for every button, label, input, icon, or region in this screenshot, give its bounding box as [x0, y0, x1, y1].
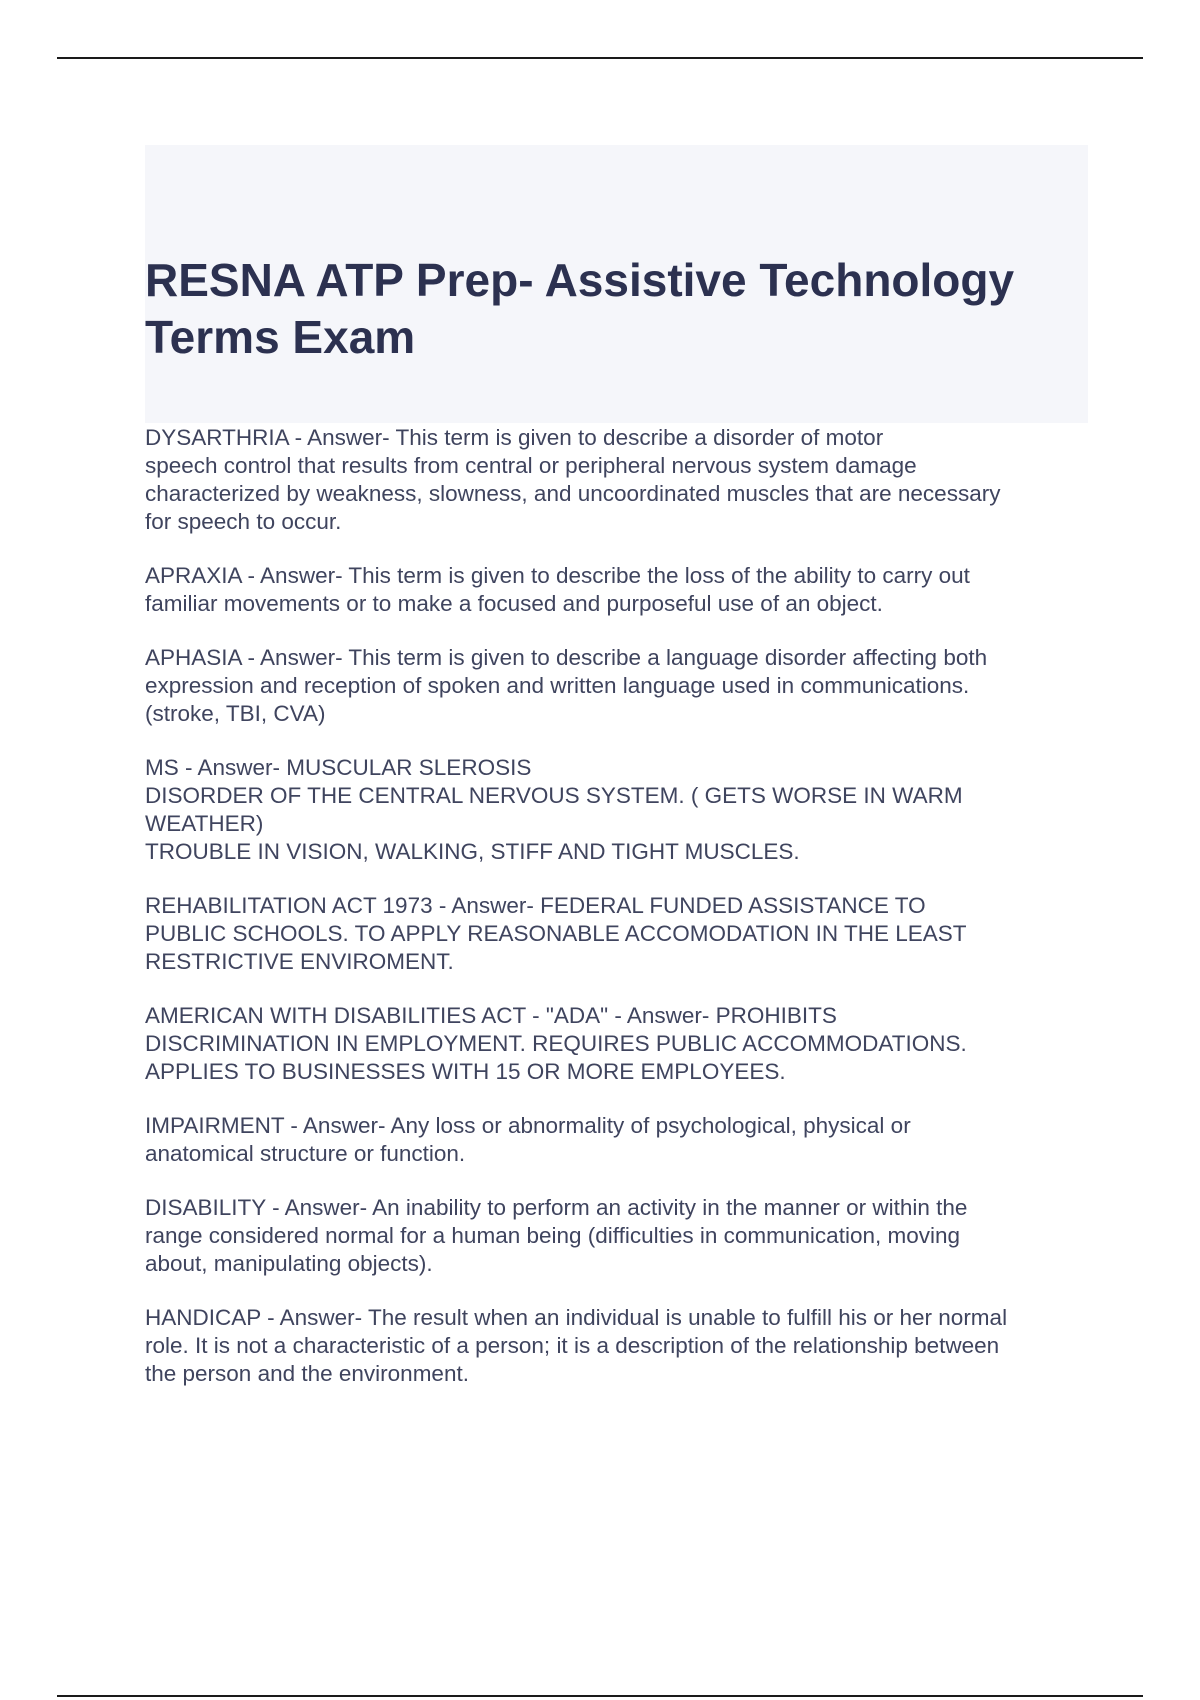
term-entry-ada: AMERICAN WITH DISABILITIES ACT - "ADA" - Answer- PROHIBITS DISCRIMINATION IN EMPLOYMENT. REQUIRES PUBLIC ACCOMMODATIONS. APPLIES TO BUSINESSES WITH 15 OR MORE EMPLOYEES. — [145, 1003, 967, 1084]
term-entry-ms: MS - Answer- MUSCULAR SLEROSIS DISORDER OF THE CENTRAL NERVOUS SYSTEM. ( GETS WORSE IN WARM WEATHER) TROUBLE IN VISION, WALKING, STIFF AND TIGHT MUSCLES. — [145, 755, 963, 864]
term-entry-impairment: IMPAIRMENT - Answer- Any loss or abnormality of psychological, physical or anatomical structure or function. — [145, 1113, 911, 1166]
terms-list — [145, 424, 1085, 1414]
term-entry-disability: DISABILITY - Answer- An inability to perform an activity in the manner or within the range considered normal for a human being (difficulties in communication, moving about, manipulating objects). — [145, 1195, 968, 1276]
term-entry-dysarthria: DYSARTHRIA - Answer- This term is given to describe a disorder of motor speech control that results from central or peripheral nervous system damage characterized by weakness, slowness, and uncoordinated muscles that are necessary for speech to occur. — [145, 425, 1001, 534]
page-title: RESNA ATP Prep- Assistive Technology Terms Exam — [145, 254, 1015, 363]
term-entry-rehabilitation-act: REHABILITATION ACT 1973 - Answer- FEDERAL FUNDED ASSISTANCE TO PUBLIC SCHOOLS. TO APPLY REASONABLE ACCOMODATION IN THE LEAST RESTRICTIVE ENVIROMENT. — [145, 893, 967, 974]
bottom-divider — [57, 1695, 1143, 1697]
term-entry-apraxia: APRAXIA - Answer- This term is given to describe the loss of the ability to carry out familiar movements or to make a focused and purposeful use of an object. — [145, 563, 970, 616]
term-entry-aphasia: APHASIA - Answer- This term is given to describe a language disorder affecting both expression and reception of spoken and written language used in communications. (stroke, TBI, CVA) — [145, 645, 988, 726]
top-divider — [57, 57, 1143, 59]
term-entry-handicap: HANDICAP - Answer- The result when an individual is unable to fulfill his or her normal role. It is not a characteristic of a person; it is a description of the relationship between the person and the environment. — [145, 1305, 1008, 1386]
